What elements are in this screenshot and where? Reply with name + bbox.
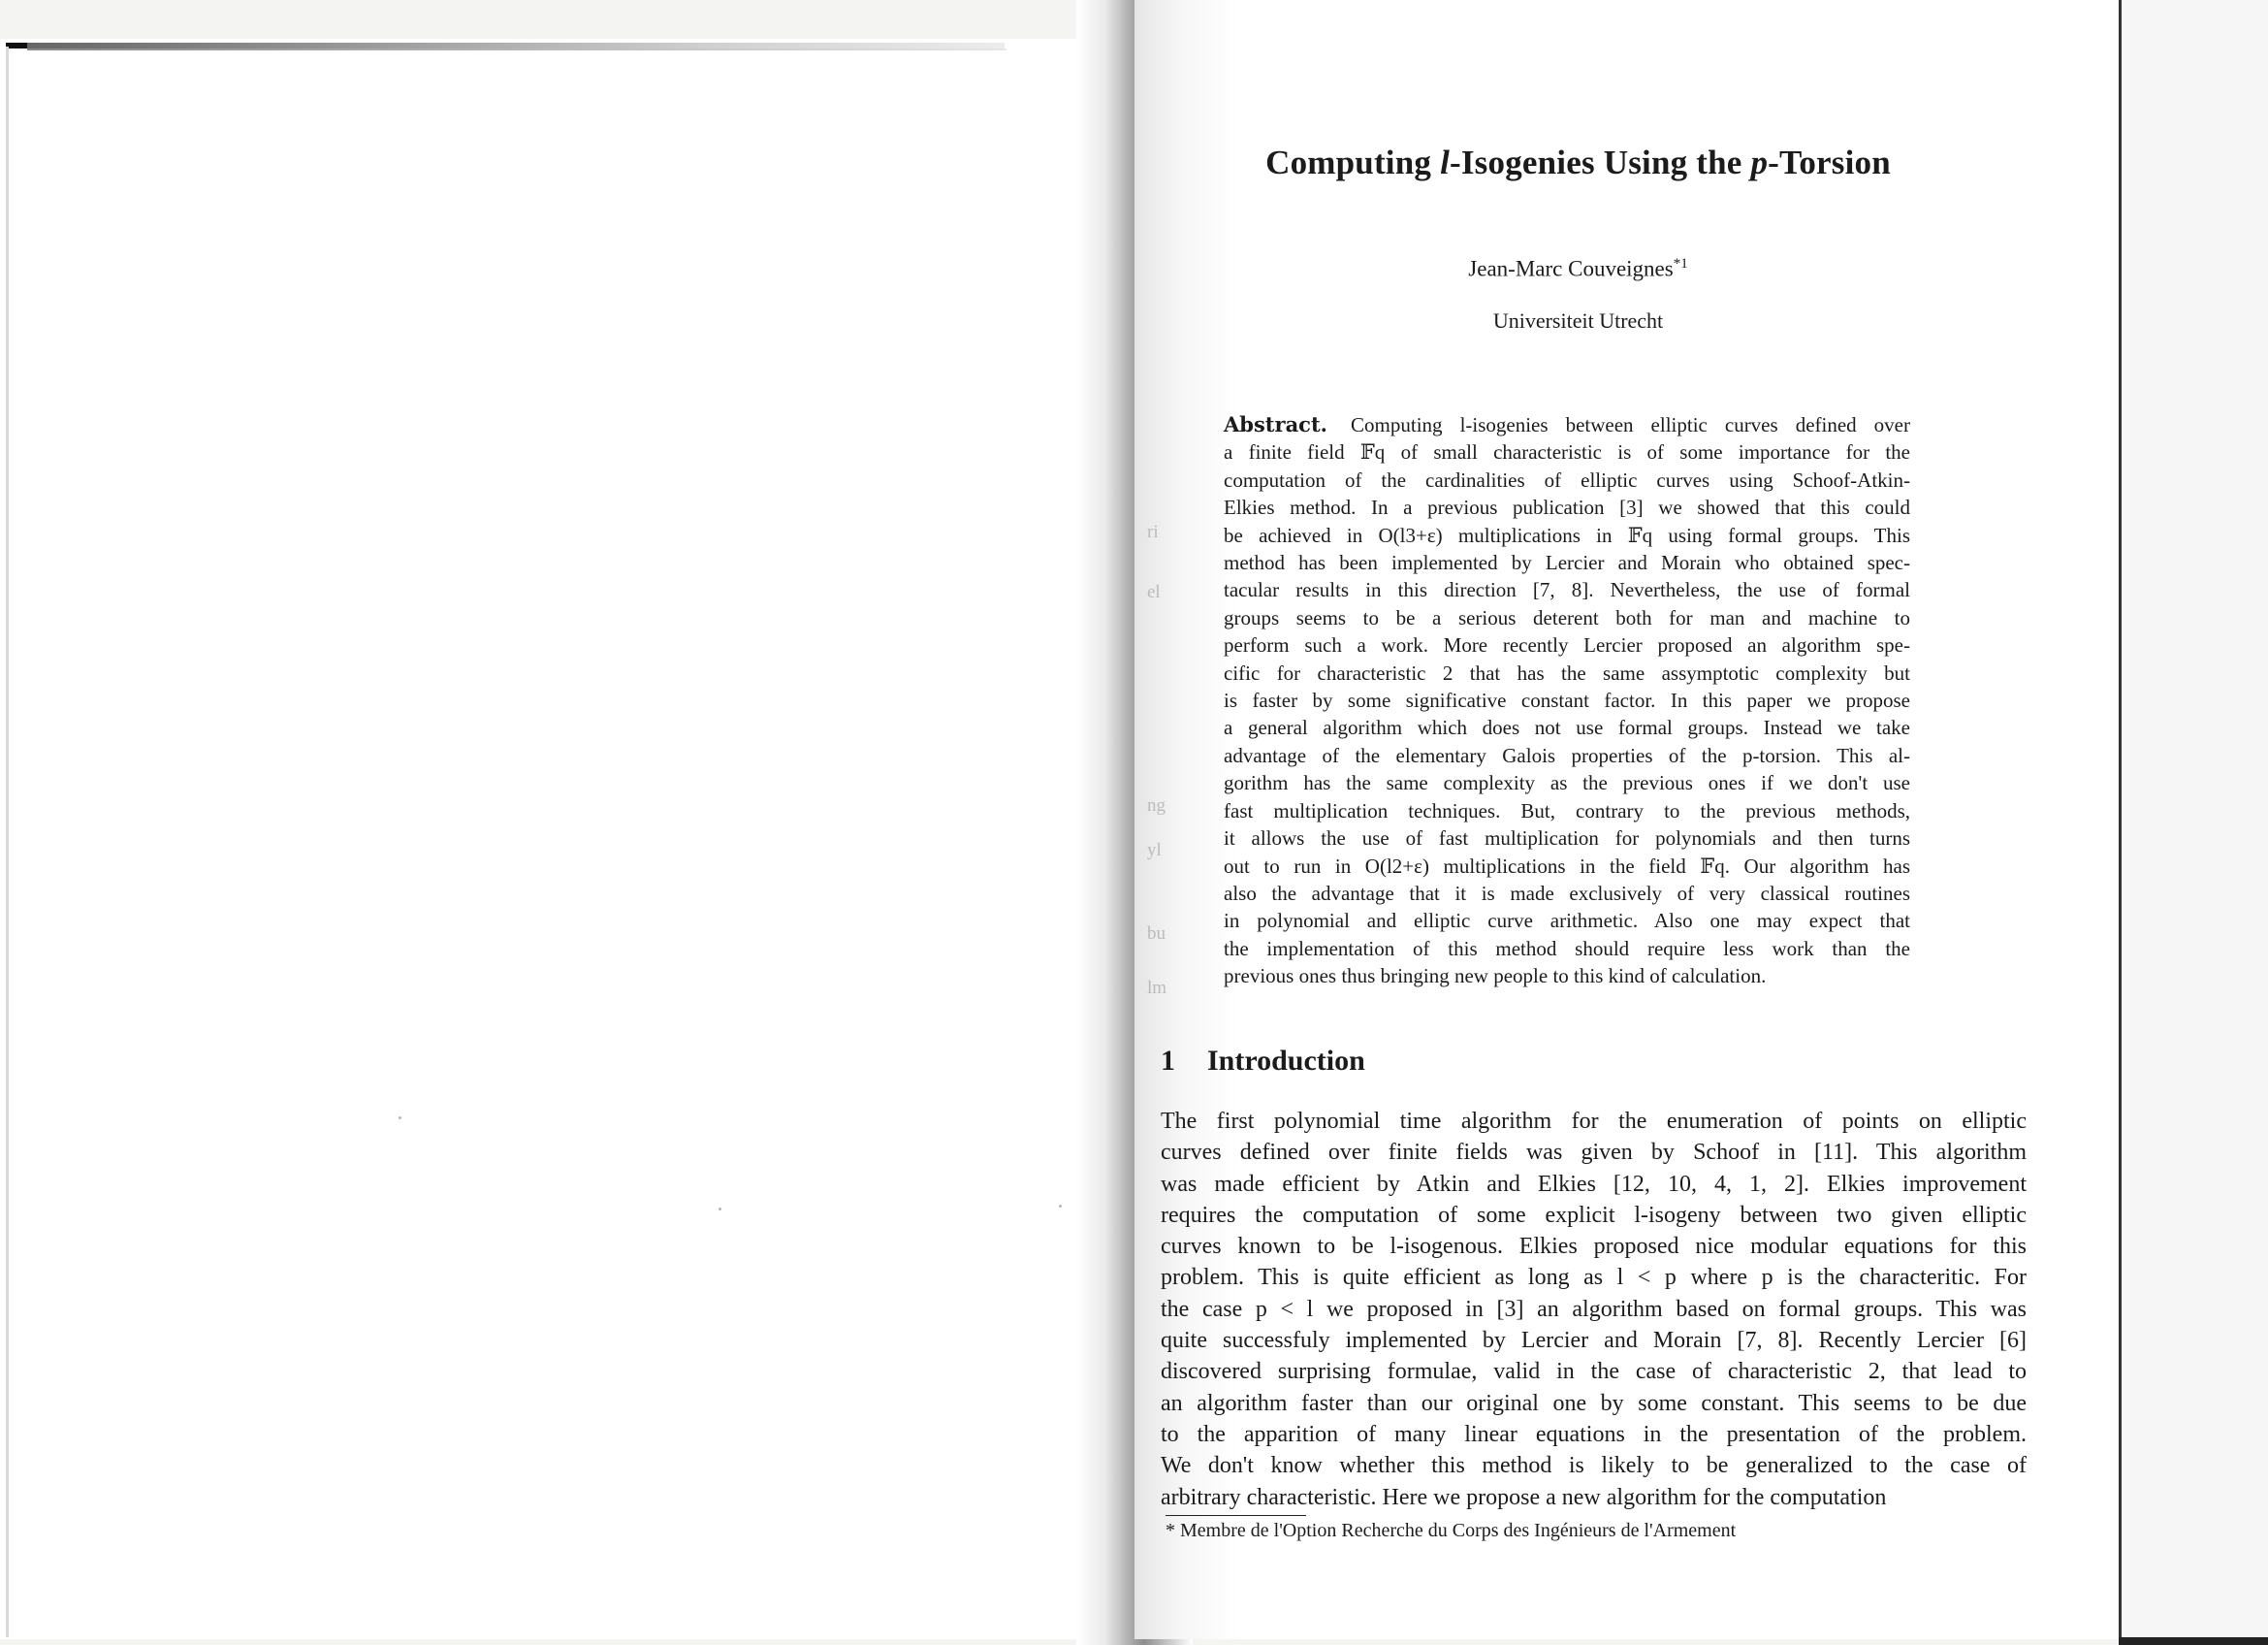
right-page-edge bbox=[2119, 0, 2122, 1639]
introduction-text bbox=[1161, 1106, 2027, 1513]
abstract-line-text: it allows the use of fast multiplication for polynomials and then turns bbox=[1224, 826, 1910, 851]
abstract-line-text: groups seems to be a serious deterent both for man and machine to bbox=[1224, 605, 1910, 629]
abstract-line-text: previous ones thus bringing new people to this kind of calculation. bbox=[1224, 964, 1767, 988]
author-line bbox=[1231, 256, 1925, 282]
scan-bottom-corner bbox=[2119, 1637, 2268, 1645]
abstract-line bbox=[1224, 631, 1910, 659]
intro-line bbox=[1161, 1419, 2027, 1450]
abstract-line-text: a general algorithm which does not use formal groups. Instead we take bbox=[1224, 716, 1910, 740]
intro-line bbox=[1161, 1294, 2027, 1325]
intro-line-text: was made efficient by Atkin and Elkies [12, 10, 4, 1, 2]. Elkies improvement bbox=[1161, 1171, 2027, 1197]
paper-title: Computing l-Isogenies Using the p-Torsion bbox=[1265, 144, 1891, 181]
intro-line-text: We don't know whether this method is likely to be generalized to the case of bbox=[1161, 1453, 2027, 1479]
intro-line-text: to the apparition of many linear equations in the presentation of the problem. bbox=[1161, 1421, 2027, 1447]
abstract-line bbox=[1224, 467, 1910, 494]
show-through-mark: ri bbox=[1147, 522, 1159, 542]
affiliation: Universiteit Utrecht bbox=[1492, 308, 1664, 333]
intro-line-text: an algorithm faster than our original one by some constant. This seems to be due bbox=[1161, 1390, 2027, 1416]
abstract-line-text: cific for characteristic 2 that has the same assymptotic complexity but bbox=[1224, 661, 1910, 685]
footnote-rule bbox=[1166, 1515, 1306, 1516]
intro-line bbox=[1161, 1450, 2027, 1481]
intro-line bbox=[1161, 1106, 2027, 1137]
intro-line bbox=[1161, 1325, 2027, 1356]
show-through-mark: yl bbox=[1147, 840, 1162, 860]
abstract-line-text: in polynomial and elliptic curve arithmetic. Also one may expect that bbox=[1224, 909, 1910, 933]
abstract-line bbox=[1224, 549, 1910, 576]
intro-line bbox=[1161, 1388, 2027, 1419]
intro-line bbox=[1161, 1231, 2027, 1262]
abstract-line bbox=[1224, 714, 1910, 741]
intro-line-text: quite successfuly implemented by Lercier and Morain [7, 8]. Recently Lercier [6] bbox=[1161, 1328, 2027, 1354]
author-footnote-mark: *1 bbox=[1673, 256, 1688, 272]
abstract-line bbox=[1224, 962, 1910, 989]
abstract-line bbox=[1224, 687, 1910, 714]
abstract-line-text: method has been implemented by Lercier and Morain who obtained spec- bbox=[1224, 551, 1910, 575]
abstract-label: Abstract. bbox=[1224, 412, 1348, 436]
abstract-line-text: a finite field 𝔽q of small characteristic is of some importance for the bbox=[1224, 440, 1910, 465]
left-page-edge bbox=[6, 47, 9, 1637]
scan-speck bbox=[719, 1208, 721, 1210]
left-blank-page bbox=[0, 39, 1086, 1639]
scan-right-margin bbox=[2119, 0, 2268, 1645]
abstract-line bbox=[1224, 824, 1910, 852]
intro-line-text: arbitrary characteristic. Here we propose a new algorithm for the computation bbox=[1161, 1484, 1887, 1510]
abstract-line bbox=[1224, 522, 1910, 549]
abstract-line-text: gorithm has the same complexity as the previous ones if we don't use bbox=[1224, 771, 1910, 795]
show-through-mark: bu bbox=[1147, 923, 1166, 944]
abstract-line bbox=[1224, 769, 1910, 796]
abstract-line bbox=[1224, 494, 1910, 521]
abstract-line bbox=[1224, 797, 1910, 824]
abstract-line-text: also the advantage that it is made exclusively of very classical routines bbox=[1224, 881, 1910, 905]
author-name: Jean-Marc Couveignes bbox=[1468, 256, 1674, 281]
abstract-line bbox=[1224, 438, 1910, 466]
section-number: 1 bbox=[1161, 1045, 1175, 1077]
intro-line bbox=[1161, 1200, 2027, 1231]
intro-line-text: The first polynomial time algorithm for the enumeration of points on elliptic bbox=[1161, 1109, 2027, 1134]
footnote: * Membre de l'Option Recherche du Corps des Ingénieurs de l'Armement bbox=[1166, 1520, 1737, 1541]
intro-line-text: discovered surprising formulae, valid in the case of characteristic 2, that lead to bbox=[1161, 1359, 2027, 1385]
show-through-mark: el bbox=[1147, 582, 1161, 602]
abstract-line bbox=[1224, 853, 1910, 880]
abstract-line-text: computation of the cardinalities of elliptic curves using Schoof-Atkin- bbox=[1224, 468, 1910, 492]
abstract-line bbox=[1224, 935, 1910, 962]
abstract-line-text: Elkies method. In a previous publication [3] we showed that this could bbox=[1224, 496, 1910, 520]
abstract-line bbox=[1224, 880, 1910, 907]
intro-line-text: requires the computation of some explicit l-isogeny between two given elliptic bbox=[1161, 1202, 2027, 1228]
left-page-top-rule-thin bbox=[27, 48, 1006, 50]
intro-line bbox=[1161, 1137, 2027, 1168]
intro-line-text: curves defined over finite fields was given by Schoof in [11]. This algorithm bbox=[1161, 1140, 2027, 1166]
abstract-line bbox=[1224, 660, 1910, 687]
abstract-line-text: advantage of the elementary Galois properties of the p-torsion. This al- bbox=[1224, 743, 1910, 767]
abstract-line bbox=[1224, 604, 1910, 631]
abstract-line bbox=[1224, 907, 1910, 934]
intro-line-text: curves known to be l-isogenous. Elkies proposed nice modular equations for this bbox=[1161, 1234, 2027, 1260]
abstract-line bbox=[1224, 411, 1910, 438]
abstract-line-text: fast multiplication techniques. But, contrary to the previous methods, bbox=[1224, 798, 1910, 822]
show-through-mark: ng bbox=[1147, 795, 1166, 816]
abstract-line-text: out to run in O(l2+ε) multiplications in the field 𝔽q. Our algorithm has bbox=[1224, 854, 1910, 878]
abstract bbox=[1224, 411, 1910, 990]
abstract-line-text: be achieved in O(l3+ε) multiplications in 𝔽q using formal groups. This bbox=[1224, 523, 1910, 547]
intro-line bbox=[1161, 1356, 2027, 1387]
intro-line bbox=[1161, 1169, 2027, 1200]
section-title: Introduction bbox=[1207, 1045, 1365, 1077]
show-through-mark: lm bbox=[1147, 978, 1167, 998]
abstract-line bbox=[1224, 576, 1910, 603]
scan-speck bbox=[399, 1116, 401, 1119]
intro-line-text: the case p < l we proposed in [3] an algorithm based on formal groups. This was bbox=[1161, 1296, 2027, 1322]
intro-line bbox=[1161, 1262, 2027, 1293]
intro-line bbox=[1161, 1482, 2027, 1513]
abstract-line-text: Computing l-isogenies between elliptic curves defined over bbox=[1351, 413, 1910, 436]
abstract-line-text: perform such a work. More recently Lercier proposed an algorithm spe- bbox=[1224, 633, 1910, 658]
abstract-line-text: the implementation of this method should require less work than the bbox=[1224, 936, 1910, 960]
intro-line-text: problem. This is quite efficient as long as l < p where p is the characteritic. For bbox=[1161, 1265, 2027, 1291]
abstract-line-text: is faster by some significative constant factor. In this paper we propose bbox=[1224, 689, 1910, 713]
abstract-line-text: tacular results in this direction [7, 8]. Nevertheless, the use of formal bbox=[1224, 578, 1910, 602]
scan-speck bbox=[1059, 1205, 1062, 1208]
abstract-line bbox=[1224, 742, 1910, 769]
section-heading bbox=[1161, 1045, 1365, 1078]
